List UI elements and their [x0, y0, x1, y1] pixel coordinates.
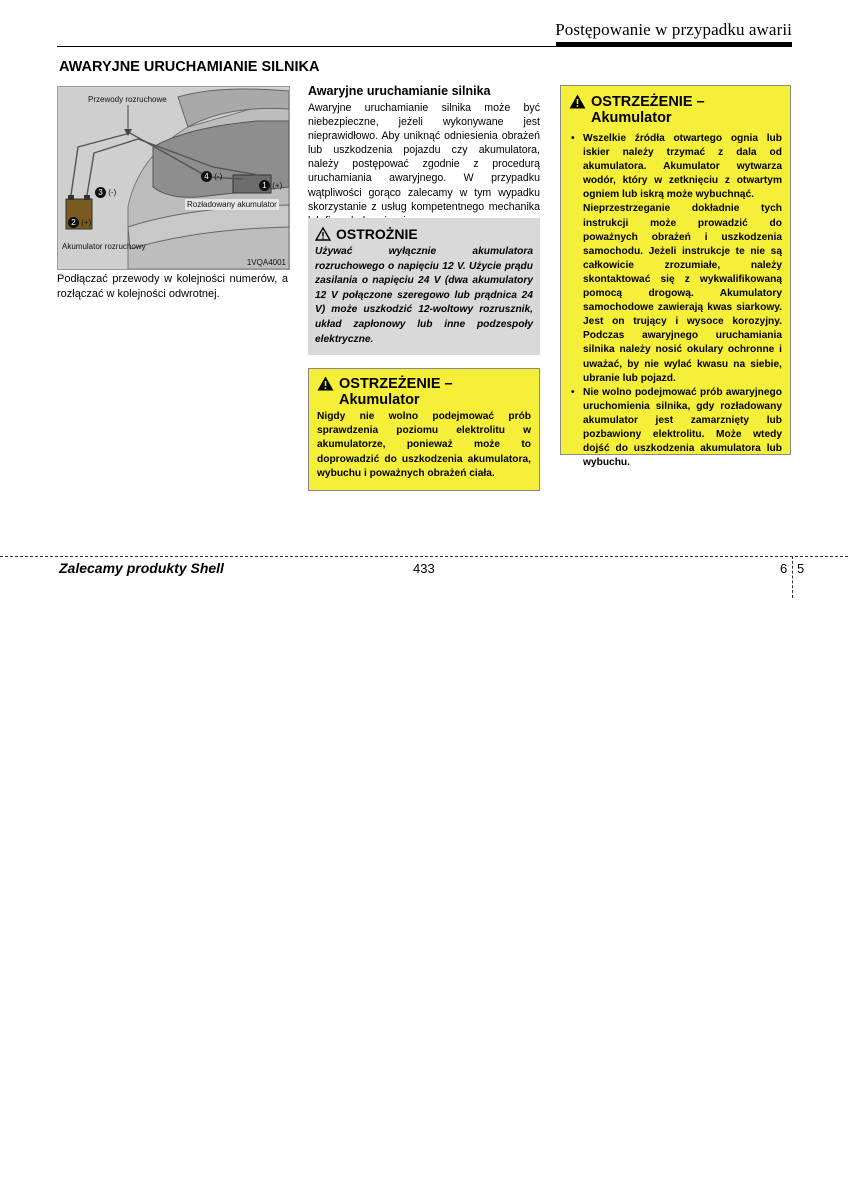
marker-3-sign: (-)	[108, 188, 117, 197]
bullet-icon: •	[571, 133, 575, 144]
warning-electrolyte-heading	[317, 376, 531, 408]
marker-2-sign: (+)	[81, 218, 92, 227]
warning-battery-paragraph: Nie wolno podejmować prób awaryjnego uruchomienia silnika, gdy rozładowany akumulator jest zamarznięty lub pozbawiony elektrolitu. Może wtedy dojść do uszkodzenia akumulatora lub wybuchu.	[583, 386, 782, 469]
label-booster-battery: Akumulator rozruchowy	[62, 242, 146, 251]
marker-2	[68, 217, 91, 228]
footer-brand-text: Zalecamy produkty Shell	[59, 560, 224, 576]
marker-4	[201, 171, 222, 182]
caution-text: Używać wyłącznie akumulatora rozruchowego o napięciu 12 V. Użycie prądu zasilania o napięciu 24 V (dwa akumulatory 12 V połączone szeregowo lub prądnica 24 V) może uszkodzić 12-woltowy rozrusznik, układ zapłonowy lub inne podzespoły elektryczne.	[315, 246, 533, 345]
list-item	[569, 132, 782, 386]
bullet-icon: •	[571, 386, 575, 398]
caution-title: OSTROŻNIE	[336, 226, 418, 242]
marker-3	[95, 187, 116, 198]
list-item	[569, 386, 782, 471]
header-accent-bar	[556, 42, 792, 47]
warning-electrolyte-title: OSTRZEŻENIE – Akumulator	[339, 376, 453, 408]
caution-heading	[315, 226, 533, 242]
warning-triangle-icon	[569, 94, 586, 109]
intro-paragraph: Awaryjne uruchamianie silnika może być niebezpieczne, jeżeli wykonywane jest nieprawidłowo. Aby uniknąć odniesienia obrażeń lub uszkodzenia pojazdu czy akumulatora, należy postępować zgodnie z procedurą uruchamiania awaryjnego. W przypadku wątpliwości gorąco zalecamy w tym wypadku skorzystanie z usług kompetentnego mechanika	[308, 102, 540, 213]
caution-box	[308, 218, 540, 355]
warning-battery-paragraph: Wszelkie źródła otwartego ognia lub iskier należy trzymać z dala od akumulatora. Akumulator wytwarza wodór, który w zetknięciu z otwartym ogniem lub iskrą może wybuchnąć.	[583, 133, 782, 201]
marker-3-number: 3	[95, 187, 106, 198]
marker-4-number: 4	[201, 171, 212, 182]
chapter-number: 6	[780, 561, 788, 576]
subsection-heading: Awaryjne uruchamianie silnika	[308, 84, 491, 98]
figure-caption: Podłączać przewody w kolejności numerów, a rozłączać w kolejności odwrotnej.	[57, 273, 288, 300]
warning-triangle-icon	[317, 376, 334, 391]
page-number: 433	[413, 561, 435, 576]
marker-1-sign: (+)	[272, 181, 283, 190]
warning-battery-paragraph: Nieprzestrzeganie dokładnie tych instrukcji może prowadzić do poważnych obrażeń i uszkodzenia samochodu. Jeżeli instrukcje te nie są całkowicie zrozumiałe, należy skontaktować się z wykwalifikowaną pomocą drogową. Akumulatory samochodowe zawierają kwas siarkowy. Jest on trujący i wysoce korozyjny. Podczas awaryjnego uruchamiania silnika należy nosić okulary ochronne i uważać, by nie wylać kwasu na siebie, ubranie lub pojazd.	[583, 203, 782, 384]
footer-dashed-rule	[0, 556, 848, 557]
warning-box-electrolyte	[308, 368, 540, 491]
warning-battery-title: OSTRZEŻENIE – Akumulator	[591, 94, 705, 126]
jump-start-illustration	[57, 86, 290, 270]
warning-electrolyte-text: Nigdy nie wolno podejmować prób sprawdzenia poziomu elektrolitu w akumulatorze, ponieważ może to doprowadzić do uszkodzenia akumulatora, wybuchu i poważnych obrażeń ciała.	[317, 411, 531, 479]
label-jumper-cables: Przewody rozruchowe	[88, 95, 167, 104]
caution-triangle-icon	[315, 227, 331, 241]
label-discharged-battery: Rozładowany akumulator	[187, 200, 277, 209]
marker-1	[259, 180, 282, 191]
running-header-title: Postępowanie w przypadku awarii	[555, 20, 792, 39]
figure-code: 1VQA4001	[246, 258, 286, 267]
marker-1-number: 1	[259, 180, 270, 191]
chapter-page-number: 5	[797, 561, 805, 576]
warning-battery-heading	[569, 94, 782, 126]
warning-battery-list	[569, 132, 782, 470]
warning-box-battery	[560, 85, 791, 469]
footer-divider	[792, 556, 793, 598]
marker-2-number: 2	[68, 217, 79, 228]
marker-4-sign: (-)	[214, 172, 223, 181]
section-title: AWARYJNE URUCHAMIANIE SILNIKA	[59, 59, 320, 75]
